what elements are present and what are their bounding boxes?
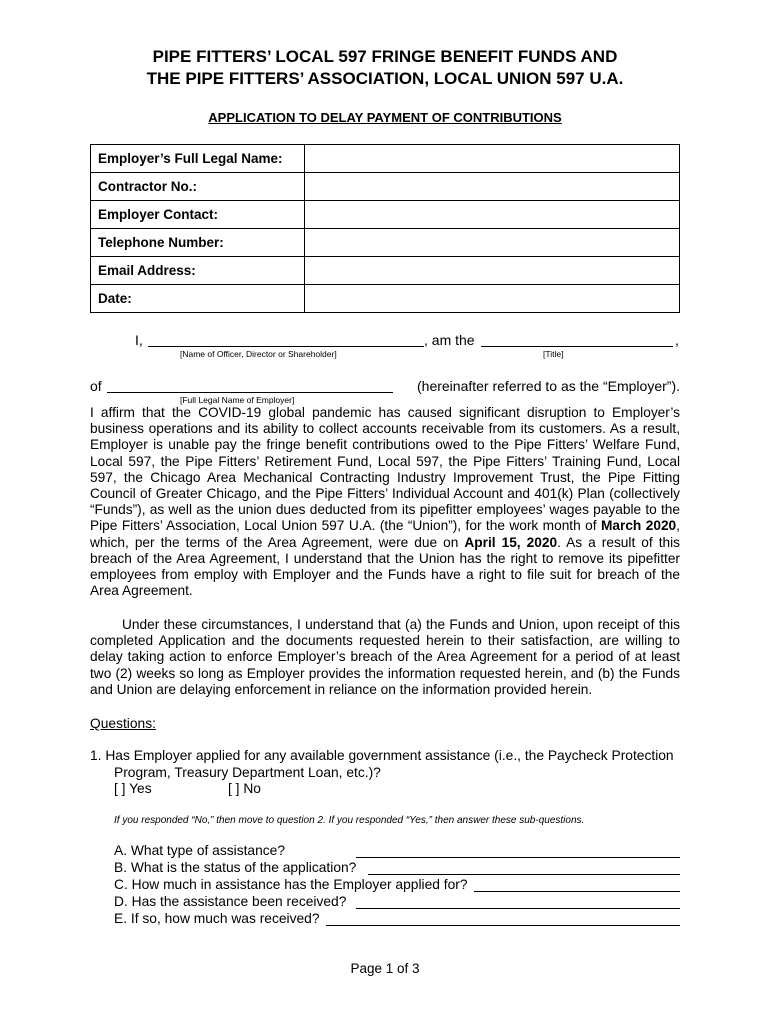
officer-title-field[interactable] bbox=[481, 346, 673, 347]
circumstances-paragraph: Under these circumstances, I understand that (a) the Funds and Union, upon receipt of this completed Application and the documents requested herein to their satisfaction, are willing to delay taking action to enforce Employer’s breach of the Area Agreement for a period of at least two (2) weeks so long as Employer provides the information requested herein, and (b) the Funds and Union are delaying enforcement in reliance on the information provided herein. bbox=[90, 617, 680, 697]
yes-checkbox[interactable]: [ ] Yes bbox=[114, 781, 152, 796]
officer-title-caption: [Title] bbox=[543, 349, 564, 359]
employer-info-table bbox=[90, 144, 680, 313]
table-row bbox=[91, 257, 680, 285]
date-label: Date: bbox=[91, 285, 305, 313]
sub-question-d-field[interactable] bbox=[356, 908, 680, 909]
sub-question-a: A. What type of assistance? bbox=[114, 843, 286, 858]
employer-name-label: Employer’s Full Legal Name: bbox=[91, 145, 305, 173]
employer-name-field[interactable] bbox=[305, 145, 680, 173]
email-field[interactable] bbox=[305, 257, 680, 285]
sub-question-d: D. Has the assistance been received? bbox=[114, 894, 347, 909]
document-title-line-1: PIPE FITTERS’ LOCAL 597 FRINGE BENEFIT FUNDS AND bbox=[152, 47, 618, 66]
officer-name-field[interactable] bbox=[148, 346, 424, 347]
telephone-label: Telephone Number: bbox=[91, 229, 305, 257]
employer-name-caption: [Full Legal Name of Employer] bbox=[180, 395, 295, 405]
contractor-no-label: Contractor No.: bbox=[91, 173, 305, 201]
sub-question-b: B. What is the status of the application? bbox=[114, 860, 357, 875]
form-subtitle: APPLICATION TO DELAY PAYMENT OF CONTRIBUTIONS bbox=[208, 110, 562, 125]
employer-legal-name-field[interactable] bbox=[107, 392, 393, 393]
document-title-line-2: THE PIPE FITTERS’ ASSOCIATION, LOCAL UNION 597 U.A. bbox=[146, 69, 624, 88]
table-row bbox=[91, 201, 680, 229]
sub-question-b-field[interactable] bbox=[368, 874, 680, 875]
table-row bbox=[91, 229, 680, 257]
am-the-text: , am the bbox=[424, 332, 475, 348]
sub-question-a-field[interactable] bbox=[356, 857, 680, 858]
work-month: March 2020 bbox=[600, 518, 677, 534]
affirmation-paragraph bbox=[90, 405, 680, 599]
hereinafter-text: (hereinafter referred to as the “Employer”). bbox=[417, 378, 680, 394]
email-label: Email Address: bbox=[91, 257, 305, 285]
employer-contact-label: Employer Contact: bbox=[91, 201, 305, 229]
contractor-no-field[interactable] bbox=[305, 173, 680, 201]
telephone-field[interactable] bbox=[305, 229, 680, 257]
question-1-line-1: 1. Has Employer applied for any available government assistance (i.e., the Paycheck Protection bbox=[90, 748, 674, 763]
of-prefix: of bbox=[90, 378, 102, 394]
due-date: April 15, 2020 bbox=[464, 534, 558, 550]
para1-part-c: . As a result of this breach of the Area Agreement, I understand that the Union has the right to remove its pipefitter employees from employ with Employer and the Funds have a right to file suit for breach of the Area Agreement. bbox=[90, 534, 681, 599]
para1-part-b: , which, per the terms of the Area Agreement, were due on bbox=[90, 518, 680, 550]
employer-contact-field[interactable] bbox=[305, 201, 680, 229]
no-checkbox[interactable]: [ ] No bbox=[228, 781, 261, 796]
para1-part-a: I affirm that the COVID-19 global pandemic has caused significant disruption to Employer’s business operations and its ability to collect accounts receivable from its customers. As a result, Employer is unable pay the fringe benefit contributions owed to the Pipe Fitters’ Welfare Fund, Local 597, the Pipe Fitters’ Retirement Fund, Local 597, the Pipe Fitters’ Training Fund, Local 597, the Chicago Area Mechanical Contracting Industry Improvement Trust, the Pipe Fitting Council of Greater Chicago, and the Pipe Fitters’ Individual Account and 401(k) Plan (collectively “Funds”), as well as the union dues deducted from its pipefitter employees’ wages payable to the Pipe Fitters’ Association, Local Union 597 U.A. (the “Union”), for the work month of bbox=[90, 405, 680, 534]
officer-name-caption: [Name of Officer, Director or Shareholder] bbox=[180, 349, 337, 359]
question-1-instruction: If you responded “No,” then move to question 2. If you responded “Yes,” then answer these sub-questions. bbox=[114, 815, 585, 826]
sub-question-c-field[interactable] bbox=[474, 891, 680, 892]
sub-question-e: E. If so, how much was received? bbox=[114, 911, 320, 926]
table-row bbox=[91, 173, 680, 201]
date-field[interactable] bbox=[305, 285, 680, 313]
sub-question-e-field[interactable] bbox=[326, 925, 680, 926]
questions-heading: Questions: bbox=[90, 716, 156, 731]
comma-text: , bbox=[675, 332, 679, 348]
sub-question-c: C. How much in assistance has the Employer applied for? bbox=[114, 877, 468, 892]
page-number: Page 1 of 3 bbox=[350, 961, 420, 976]
i-prefix: I, bbox=[135, 332, 143, 348]
table-row bbox=[91, 285, 680, 313]
table-row bbox=[91, 145, 680, 173]
question-1-line-2: Program, Treasury Department Loan, etc.)? bbox=[114, 765, 381, 780]
